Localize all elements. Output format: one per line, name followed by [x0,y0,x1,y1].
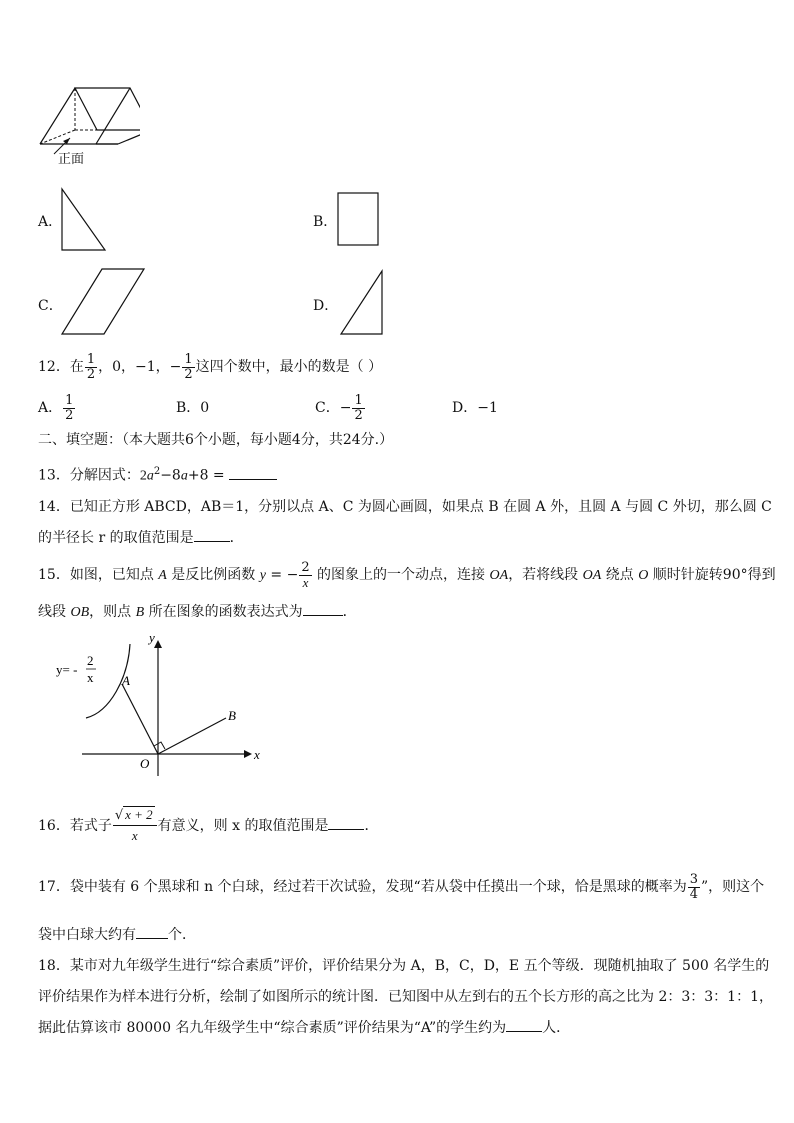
q13: 13．分解因式：$2a^2-8a+8$ = [38,462,277,487]
y-axis-label: y [149,630,155,645]
q17-answer-blank[interactable] [136,938,168,939]
option-b-rectangle [336,190,382,248]
q12-fraction-2: $\frac{1}{2}$ [184,351,193,382]
q12-option-b: B．0 [176,400,210,416]
q17-line2: 袋中白球大约有 个． [38,927,196,943]
point-a-label: A [122,673,130,688]
q16-answer-blank[interactable] [328,829,364,830]
q13-answer-blank[interactable] [229,479,277,480]
option-a-letter: A． [38,214,63,230]
q16: 16．若式子 $\frac{√ x + 2}{x}$ 有意义，则 x 的取值范围是 ． [38,807,379,843]
option-d-triangle [338,268,388,338]
q18-line3: 据此估算该市 80000 名九年级学生中“综合素质”评价结果为“A”的学生约为 人． [38,1020,571,1036]
option-b-letter: B． [313,214,338,230]
q15-line2: 线段 OB，则点 B 所在图象的函数表达式为 ． [38,604,357,620]
segment-ob [158,718,226,754]
arrow-head-icon [63,138,70,144]
func-label-den: x [87,670,94,685]
q15-graph [50,628,280,788]
q12-fraction: $\frac{1}{2}$ [86,351,96,382]
option-c-parallelogram [60,266,150,338]
segment-oa [122,684,158,754]
option-d-letter: D． [313,298,339,314]
q12-option-a: A． $\frac{1}{2}$ [38,392,74,423]
option-a-triangle [58,186,110,254]
x-axis-label: x [254,747,260,762]
section-title: 二、填空题：（本大题共6个小题，每小题4分，共24分.） [38,432,394,448]
func-label-num: 2 [87,653,94,668]
q18-line2: 评价结果作为样本进行分析，绘制了如图所示的统计图．已知图中从左到右的五个长方形的高之比为 2：3：3：1：1， [38,989,773,1005]
point-b-label: B [228,708,236,723]
q14-line1: 14．已知正方形 ABCD，AB＝1，分别以点 A、C 为圆心画圆，如果点 B 在圆 A 外，且圆 A 与圆 C 外切，那么圆 C [38,499,772,515]
q12-option-c: C．− $\frac{1}{2}$ [315,392,363,423]
y-axis-arrow-icon [154,640,162,648]
q18-line1: 18．某市对九年级学生进行“综合素质”评价，评价结果分为 A，B，C，D，E 五个等级．现随机抽取了 500 名学生的 [38,958,770,974]
option-c-letter: C． [38,298,63,314]
q15-line1: 15．如图，已知点 A 是反比例函数 y = − $\frac{2}{x}$ 的图象上的一个动点，连接 OA，若将线段 OA 绕点 O 顺时针旋转90°得到 [38,559,776,590]
front-label: 正面 [58,152,85,167]
right-angle-mark [154,742,165,749]
q18-answer-blank[interactable] [506,1031,542,1032]
x-axis-arrow-icon [244,750,252,758]
func-label: y= - [56,662,78,677]
q12-stem: 12．在 $\frac{1}{2}$ ，0，−1，− $\frac{1}{2}$ 这四个数中，最小的数是（ ） [38,351,383,382]
q15-answer-blank[interactable] [303,615,343,616]
q12-option-d: D．−1 [452,400,498,416]
origin-label: O [140,756,150,771]
prism-figure [30,80,140,170]
q14-answer-blank[interactable] [194,541,230,542]
q17-line1: 17．袋中装有 6 个黑球和 n 个白球，经过若干次试验，发现“若从袋中任摸出一个球，恰是黑球的概率为 $\frac{3}{4}$ ”，则这个 [38,871,765,902]
prism-top-face [75,88,140,130]
q14-line2: 的半径长 r 的取值范围是 ． [38,530,244,546]
